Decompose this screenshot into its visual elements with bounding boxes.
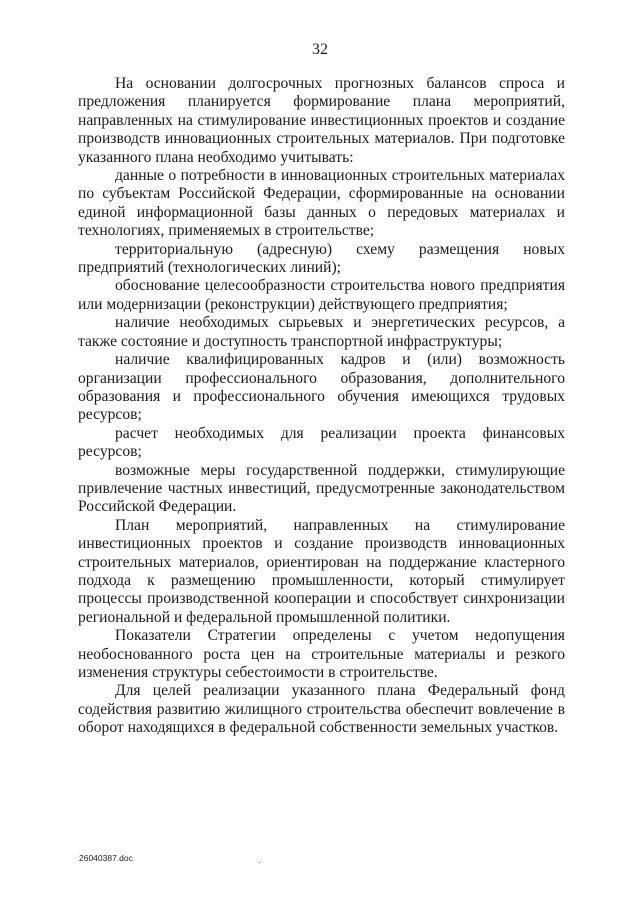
page-number: 32 [312, 41, 328, 58]
list-item-material-demand: данные о потребности в инновационных строительных материалах по субъектам Российской Федерации, сформированные на основании единой информационной базы данных о передовых материалах и технологиях, применяемых в строительстве; [78, 167, 565, 240]
scan-speck [259, 862, 260, 863]
document-body [78, 75, 565, 738]
paragraph-federal-fund: Для целей реализации указанного плана Федеральный фонд содействия развитию жилищного строительства обеспечит вовлечение в оборот находящихся в федеральной собственности земельных участков. [78, 682, 565, 737]
paragraph-cluster-approach: План мероприятий, направленных на стимулирование инвестиционных проектов и создание производств инновационных строительных материалов, ориентирован на поддержание кластерного подхода к размещению промышленности, который стимулирует процессы производственной кооперации и способствует синхронизации региональной и федеральной промышленной политики. [78, 516, 565, 626]
list-item-state-support: возможные меры государственной поддержки, стимулирующие привлечение частных инвестиций, предусмотренные законодательством Российской Федерации. [78, 461, 565, 516]
list-item-resources: наличие необходимых сырьевых и энергетических ресурсов, а также состояние и доступность транспортной инфраструктуры; [78, 314, 565, 350]
list-item-construction-rationale: обоснование целесообразности строительства нового предприятия или модернизации (реконструкции) действующего предприятия; [78, 277, 565, 313]
list-item-financial-resources: расчет необходимых для реализации проекта финансовых ресурсов; [78, 424, 565, 461]
list-item-territorial-scheme: территориальную (адресную) схему размещения новых предприятий (технологических линий); [78, 240, 565, 277]
list-item-qualified-staff: наличие квалифицированных кадров и (или) возможность организации профессионального образования, дополнительного образования и профессионального обучения имеющихся трудовых ресурсов; [78, 351, 565, 424]
document-file-reference: 26040387.doc [79, 853, 133, 863]
paragraph-strategy-indicators: Показатели Стратегии определены с учетом недопущения необоснованного роста цен на строительные материалы и резкого изменения структуры себестоимости в строительстве. [78, 627, 565, 681]
paragraph-intro: На основании долгосрочных прогнозных балансов спроса и предложения планируется формирование плана мероприятий, направленных на стимулирование инвестиционных проектов и создание производств инновационных строительных материалов. При подготовке указанного плана необходимо учитывать: [78, 75, 565, 166]
